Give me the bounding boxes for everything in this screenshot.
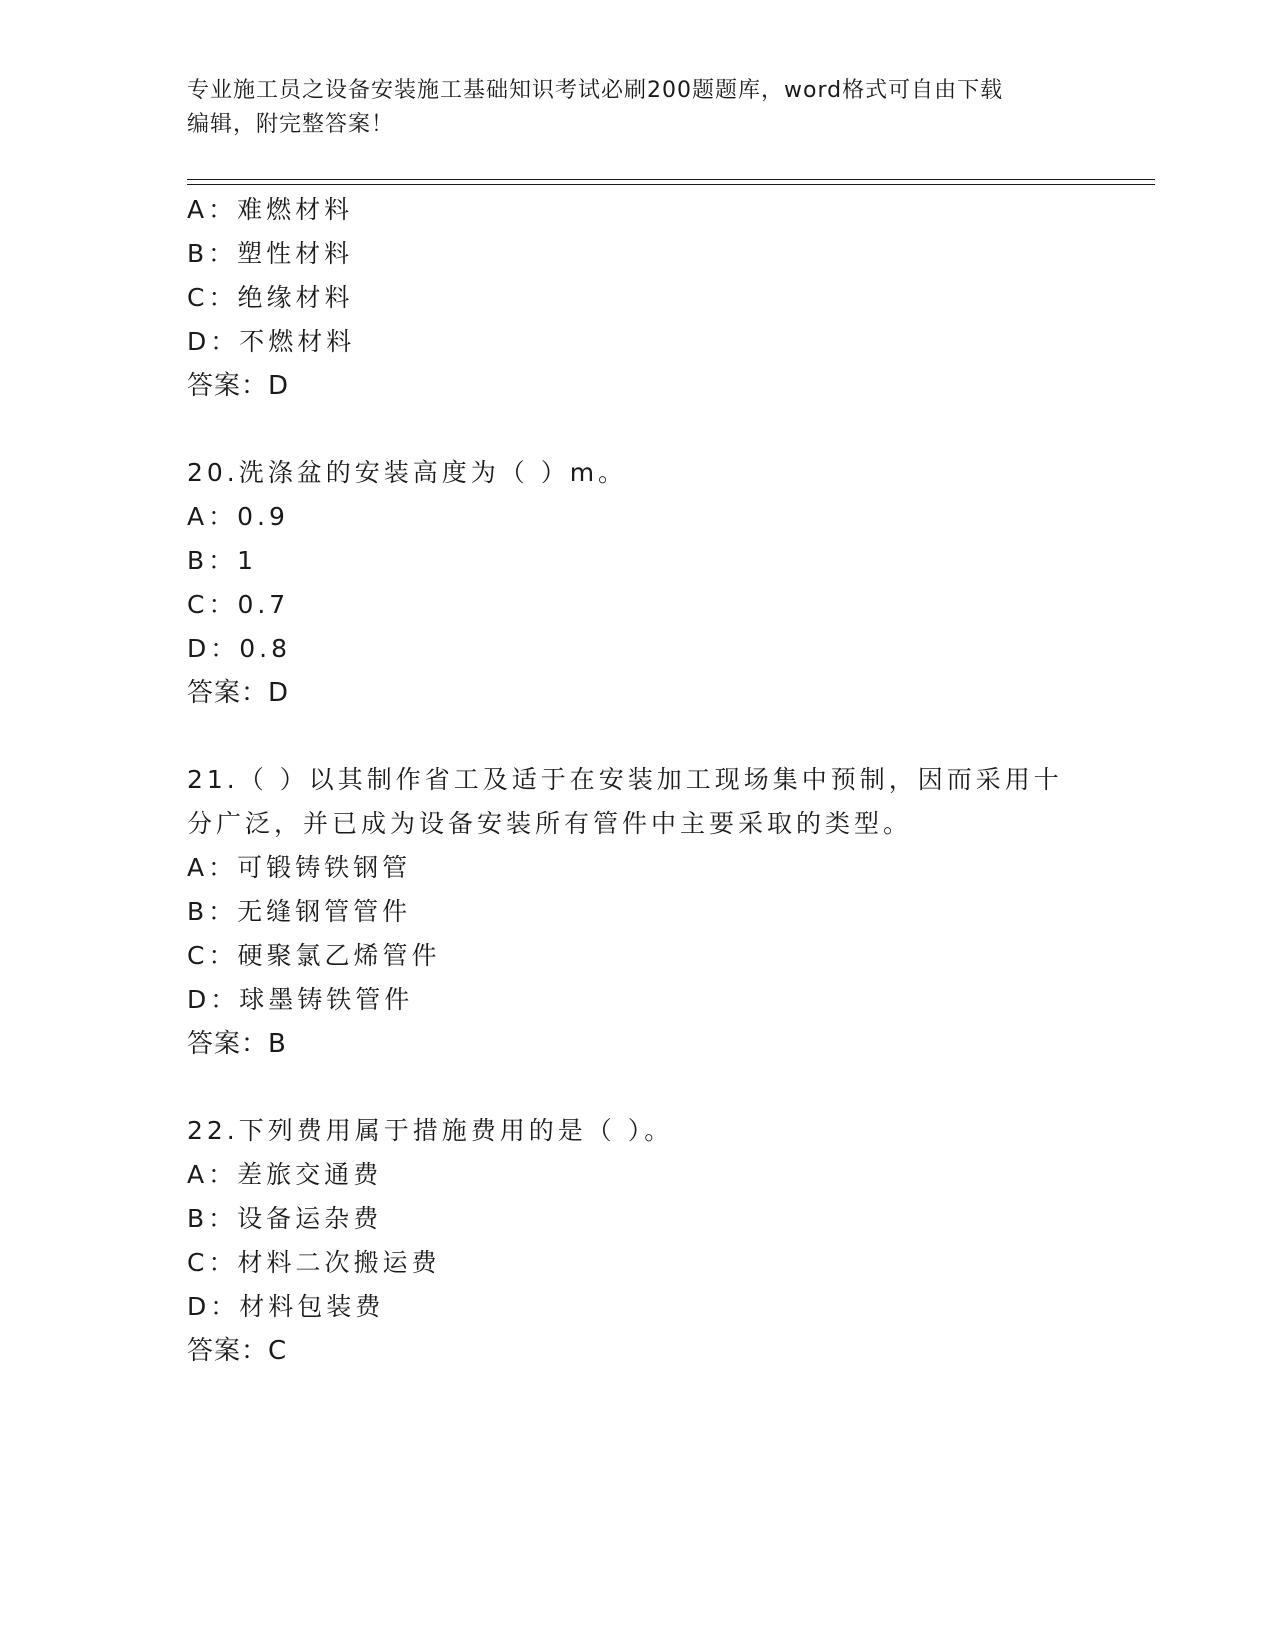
q20-stem: 20.洗涤盆的安装高度为（ ）m。 (187, 458, 628, 487)
q22-answer: 答案：C (187, 1336, 288, 1366)
q21-answer: 答案：B (187, 1029, 287, 1059)
header-divider-top (187, 179, 1155, 180)
header-line-2: 编辑，附完整答案！ (187, 112, 395, 137)
q20-answer: 答案：D (187, 678, 290, 708)
document-header (187, 74, 1087, 142)
q19-option-b: B：塑性材料 (187, 239, 354, 268)
q20-option-d: D：0.8 (187, 634, 292, 663)
q22-option-b: B：设备运杂费 (187, 1204, 383, 1233)
q22-stem: 22.下列费用属于措施费用的是（ ）。 (187, 1116, 674, 1145)
q20-option-c: C：0.7 (187, 590, 290, 619)
q22-option-d: D：材料包装费 (187, 1292, 385, 1321)
q19-option-a: A：难燃材料 (187, 195, 354, 224)
q21-option-a: A：可锻铸铁钢管 (187, 853, 412, 882)
header-divider-bottom (187, 184, 1155, 185)
q19-option-d: D：不燃材料 (187, 327, 356, 356)
q19-answer: 答案：D (187, 371, 290, 401)
q19-option-c: C：绝缘材料 (187, 283, 354, 312)
q21-option-d: D：球墨铸铁管件 (187, 985, 414, 1014)
q22-option-a: A：差旅交通费 (187, 1160, 383, 1189)
q22-option-c: C：材料二次搬运费 (187, 1248, 441, 1277)
header-line-1: 专业施工员之设备安装施工基础知识考试必刷200题题库，word格式可自由下载 (187, 78, 1004, 103)
q21-option-c: C：硬聚氯乙烯管件 (187, 941, 441, 970)
q20-option-a: A：0.9 (187, 502, 289, 531)
q21-option-b: B：无缝钢管管件 (187, 897, 412, 926)
q20-option-b: B：1 (187, 546, 258, 575)
q21-stem-line-2: 分广泛，并已成为设备安装所有管件中主要采取的类型。 (187, 809, 913, 838)
q21-stem-line-1: 21.（ ）以其制作省工及适于在安装加工现场集中预制，因而采用十 (187, 765, 1063, 794)
